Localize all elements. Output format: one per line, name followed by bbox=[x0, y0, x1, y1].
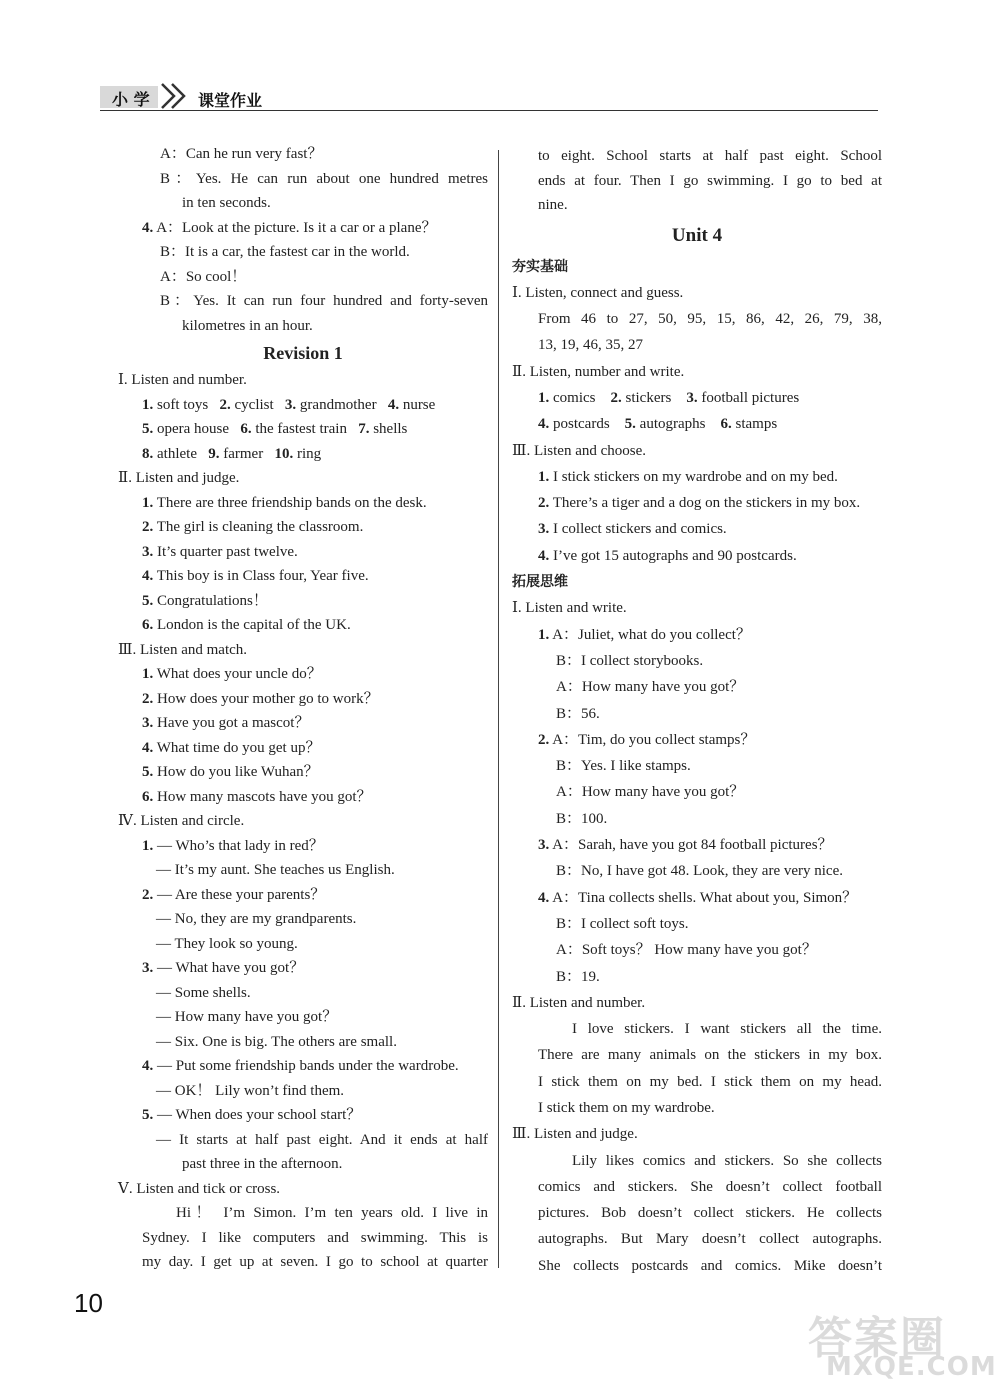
passage-line: There are many animals on the stickers in my box. bbox=[538, 1047, 882, 1064]
passage-line: I love stickers. I want stickers all the time. bbox=[572, 1021, 882, 1038]
list-item: 5. Congratulations！ bbox=[142, 592, 268, 609]
list-item: 6. London is the capital of the UK. bbox=[142, 617, 351, 633]
dialog-line: — How many have you got？ bbox=[156, 1009, 338, 1025]
basics-heading: 夯实基础 bbox=[512, 258, 568, 275]
dialog-line: A：How many have you got？ bbox=[556, 679, 745, 696]
section-heading: Ⅲ. Listen and choose. bbox=[512, 442, 647, 459]
section-heading: Ⅰ. Listen, connect and guess. bbox=[512, 284, 684, 301]
answer-row: 1. comics 2. stickers 3. football pictures bbox=[538, 389, 800, 406]
dialog-line: A：How many have you got？ bbox=[556, 784, 745, 801]
list-item: 1. What does your uncle do？ bbox=[142, 666, 322, 682]
extend-heading: 拓展思维 bbox=[512, 574, 568, 591]
dialog-line: A：So cool！ bbox=[160, 268, 247, 285]
list-item: 5. How do you like Wuhan？ bbox=[142, 764, 319, 780]
list-item: 4. This boy is in Class four, Year five. bbox=[142, 568, 369, 584]
dialog-line: B：Yes. It can run four hundred and forty-seven bbox=[160, 293, 488, 309]
list-item: 2. There’s a tiger and a dog on the stickers in my box. bbox=[538, 495, 861, 512]
dialog-line: B：100. bbox=[556, 810, 608, 827]
dialog-line: 2. — Are these your parents？ bbox=[142, 886, 326, 903]
section-title-unit: Unit 4 bbox=[671, 224, 723, 246]
dialog-line: B：Yes. I like stamps. bbox=[556, 758, 691, 775]
item-number: 4. bbox=[142, 219, 154, 236]
dialog-line: — Some shells. bbox=[156, 984, 251, 1001]
dialog-line: 5. — When does your school start？ bbox=[142, 1107, 362, 1123]
section-heading: Ⅲ. Listen and match. bbox=[118, 641, 248, 658]
dialog-line: 2. A：Tim, do you collect stamps？ bbox=[538, 731, 756, 748]
dialog-line: B：56. bbox=[556, 705, 600, 722]
dialog-line: past three in the afternoon. bbox=[182, 1156, 343, 1172]
dialog-line: B：No, I have got 48. Look, they are very nice. bbox=[556, 863, 843, 880]
right-column bbox=[512, 144, 882, 1279]
watermark-logo bbox=[800, 1302, 997, 1382]
list-item: 3. I collect stickers and comics. bbox=[538, 521, 727, 538]
answer-row: 1. soft toys 2. cyclist 3. grandmother 4. nurse bbox=[142, 396, 436, 413]
watermark-sub: MXQE.COM bbox=[826, 1352, 997, 1382]
section-heading: Ⅱ. Listen and number. bbox=[512, 994, 646, 1011]
list-item: 1. I stick stickers on my wardrobe and on my bed. bbox=[538, 468, 838, 485]
section-heading: Ⅱ. Listen and judge. bbox=[118, 470, 240, 486]
answer-line: From 46 to 27, 50, 95, 15, 86, 42, 26, 79, 38, bbox=[538, 311, 882, 328]
dialog-line: B：Yes. He can run about one hundred metres bbox=[160, 170, 488, 187]
dialog-line: A：Soft toys？ How many have you got？ bbox=[556, 942, 817, 959]
section-heading: Ⅰ. Listen and write. bbox=[512, 600, 627, 617]
dialog-line: — No, they are my grandparents. bbox=[156, 911, 357, 927]
dialog-line: B：I collect storybooks. bbox=[556, 652, 704, 669]
dialog-line: — Six. One is big. The others are small. bbox=[156, 1033, 397, 1050]
list-item: 4. What time do you get up？ bbox=[142, 739, 321, 756]
dialog-line: — OK！ Lily won’t find them. bbox=[156, 1082, 345, 1099]
answer-row: 4. postcards 5. autographs 6. stamps bbox=[538, 416, 778, 433]
passage-line: my day. I get up at seven. I go to school at quarter bbox=[142, 1254, 488, 1270]
list-item: 4. I’ve got 15 autographs and 90 postcards. bbox=[538, 547, 797, 564]
page-header bbox=[100, 82, 878, 112]
section-heading: Ⅲ. Listen and judge. bbox=[512, 1126, 638, 1143]
passage-line: She collects postcards and comics. Mike doesn’t bbox=[538, 1257, 882, 1274]
section-heading: Ⅴ. Listen and tick or cross. bbox=[118, 1180, 281, 1197]
dialog-line: in ten seconds. bbox=[182, 195, 271, 211]
dialog-line: B：19. bbox=[556, 968, 600, 985]
passage-line: pictures. Bob doesn’t collect stickers. He collects bbox=[538, 1205, 882, 1222]
list-item: 6. How many mascots have you got？ bbox=[142, 788, 372, 805]
left-column bbox=[118, 142, 488, 1275]
passage-line: comics and stickers. She doesn’t collect football bbox=[538, 1178, 882, 1195]
passage-line: I stick them on my wardrobe. bbox=[538, 1100, 715, 1116]
header-level: 小 学 bbox=[112, 90, 150, 109]
section-heading: Ⅳ. Listen and circle. bbox=[118, 813, 245, 829]
watermark-main: 答案圈 bbox=[808, 1313, 946, 1364]
dialog-line: 3. — What have you got？ bbox=[142, 960, 305, 976]
passage-line: ends at four. Then I go swimming. I go to bed at bbox=[538, 172, 882, 189]
passage-line: Lily likes comics and stickers. So she collects bbox=[572, 1152, 882, 1169]
header-title: 课堂作业 bbox=[198, 91, 263, 110]
dialog-line: 1. — Who’s that lady in red？ bbox=[142, 837, 324, 854]
list-item: 3. Have you got a mascot？ bbox=[142, 715, 310, 731]
dialog-line: kilometres in an hour. bbox=[182, 317, 313, 334]
passage-line: I stick them on my bed. I stick them on my head. bbox=[538, 1073, 882, 1090]
section-heading: Ⅰ. Listen and number. bbox=[118, 372, 247, 388]
section-heading: Ⅱ. Listen, number and write. bbox=[512, 363, 685, 380]
passage-line: Hi！ I’m Simon. I’m ten years old. I live in bbox=[176, 1205, 488, 1221]
dialog-line: A：Look at the picture. Is it a car or a plane？ bbox=[156, 219, 437, 236]
dialog-line: A：Can he run very fast？ bbox=[160, 146, 323, 162]
dialog-line: 4. A：Tina collects shells. What about you, Simon？ bbox=[538, 889, 858, 906]
list-item: 3. It’s quarter past twelve. bbox=[142, 543, 298, 560]
list-item: 1. There are three friendship bands on the desk. bbox=[142, 494, 427, 511]
column-divider bbox=[498, 150, 499, 1268]
dialog-line: 1. A：Juliet, what do you collect？ bbox=[538, 626, 751, 643]
dialog-line: 4. — Put some friendship bands under the wardrobe. bbox=[142, 1058, 459, 1074]
answer-row: 5. opera house 6. the fastest train 7. shells bbox=[142, 421, 408, 437]
dialog-line: — They look so young. bbox=[156, 935, 298, 952]
dialog-line: — It starts at half past eight. And it ends at half bbox=[156, 1131, 488, 1148]
header-rule bbox=[100, 110, 878, 111]
double-chevron-icon bbox=[160, 82, 192, 110]
answer-row: 8. athlete 9. farmer 10. ring bbox=[142, 445, 322, 462]
passage-line: Sydney. I like computers and swimming. This is bbox=[142, 1229, 488, 1246]
passage-line: nine. bbox=[538, 197, 568, 213]
dialog-line: 3. A：Sarah, have you got 84 football pictures？ bbox=[538, 837, 833, 854]
dialog-line: B：I collect soft toys. bbox=[556, 915, 689, 932]
answer-line: 13, 19, 46, 35, 27 bbox=[538, 337, 643, 354]
passage-line: to eight. School starts at half past eight. School bbox=[538, 148, 882, 164]
page-number: 10 bbox=[74, 1288, 103, 1318]
dialog-line: — It’s my aunt. She teaches us English. bbox=[156, 862, 395, 878]
passage-line: autographs. But Mary doesn’t collect autographs. bbox=[538, 1231, 882, 1248]
section-title-revision: Revision 1 bbox=[263, 343, 343, 363]
dialog-line: B：It is a car, the fastest car in the world. bbox=[160, 244, 410, 260]
list-item: 2. How does your mother go to work？ bbox=[142, 690, 379, 707]
list-item: 2. The girl is cleaning the classroom. bbox=[142, 519, 364, 535]
